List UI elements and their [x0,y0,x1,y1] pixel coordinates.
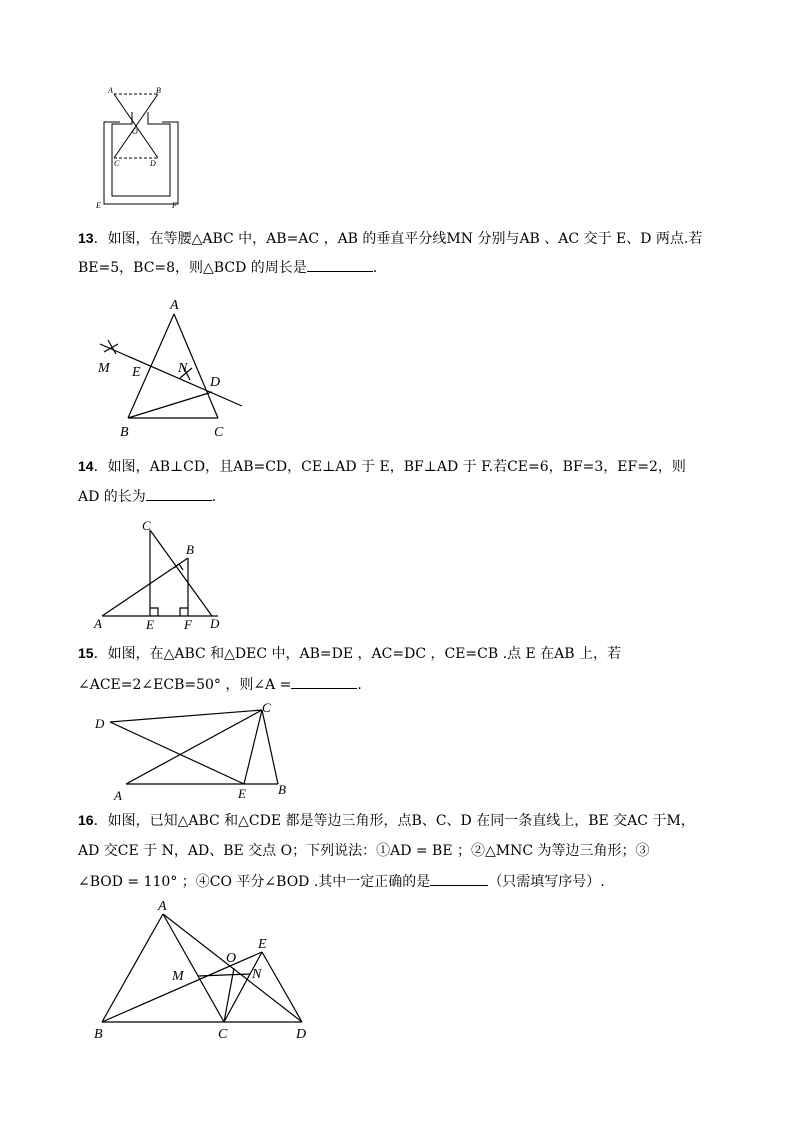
label-D: D [296,1027,307,1042]
label-B: B [278,782,286,797]
label-C: C [218,1027,228,1042]
label-B: B [94,1027,103,1042]
figure-q16 [88,896,328,1046]
label-C: C [214,425,224,440]
label-F: F [172,201,177,210]
label-D: D [95,716,105,731]
answer-blank[interactable] [291,688,357,689]
figure-q14 [90,516,230,636]
label-C: C [142,518,151,533]
label-E: E [258,937,267,952]
label-E: E [96,201,101,210]
question-15-line2: ∠ACE=2∠ECB=50° ，则∠A = . [78,677,362,693]
label-B: B [120,425,129,440]
label-N: N [178,361,188,376]
question-16-line2: AD 交CE 于 N，AD、BE 交点 O；下列说法：①AD = BE ；②△MNC 为等边三角形；③ [78,843,650,859]
label-B: B [186,542,194,557]
answer-blank[interactable] [307,271,373,272]
question-15: 15．如图，在△ABC 和△DEC 中，AB=DE ，AC=DC ，CE=CB .点 E 在AB 上，若 [78,645,622,662]
label-A: A [114,788,122,803]
question-14: 14．如图，AB⊥CD，且AB=CD，CE⊥AD 于 E，BF⊥AD 于 F.若CE=6，BF=3，EF=2，则 [78,458,686,475]
label-N: N [252,967,262,982]
label-C: C [114,159,120,168]
label-D: D [150,159,156,168]
label-A: A [158,899,167,914]
label-O: O [226,951,237,966]
question-13: 13．如图，在等腰△ABC 中，AB=AC ，AB 的垂直平分线MN 分别与AB 、AC 交于 E、D 两点.若 [78,230,703,247]
label-C: C [262,700,271,715]
answer-blank[interactable] [146,500,212,501]
figure-q15 [90,700,300,804]
question-16: 16．如图，已知△ABC 和△CDE 都是等边三角形，点B、C、D 在同一条直线上，BE 交AC 于M， [78,812,695,829]
answer-blank[interactable] [430,885,488,886]
question-16-line3: ∠BOD = 110° ；④CO 平分∠BOD .其中一定正确的是 （只需填写序号）. [78,874,605,890]
label-A: A [170,298,179,313]
label-A: A [94,616,102,631]
label-M: M [98,361,110,376]
label-B: B [156,86,161,95]
label-E: E [132,365,141,380]
label-A: A [108,86,113,95]
label-D: D [210,375,221,390]
label-D: D [210,616,220,631]
label-O: O [132,127,138,136]
question-14-line2: AD 的长为 . [78,489,217,505]
label-E: E [146,617,154,632]
question-13-line2: BE=5，BC=8，则△BCD 的周长是 . [78,260,378,276]
label-E: E [238,786,246,801]
figure-q12 [90,82,190,212]
label-M: M [172,969,184,984]
figure-q13 [90,292,250,442]
label-F: F [184,617,192,632]
